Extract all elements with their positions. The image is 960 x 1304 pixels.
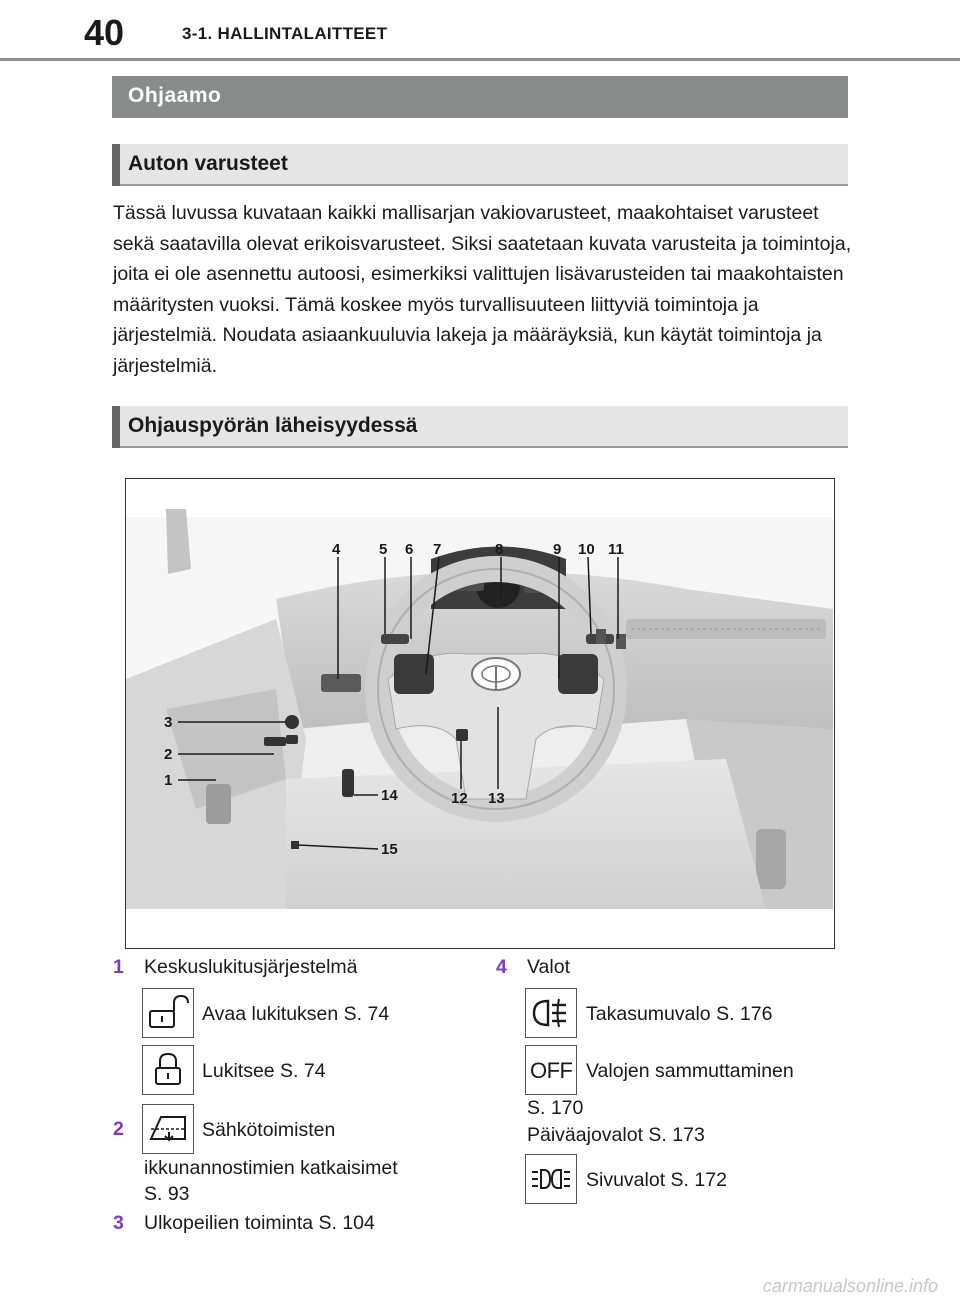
callout-15: 15	[381, 841, 398, 858]
callout-10: 10	[578, 541, 595, 558]
intro-paragraph: Tässä luvussa kuvataan kaikki mallisarjan vakiovarusteet, maakohtaiset varusteet sekä saatavilla olevat erikoisvarusteet. Siksi saatetaan kuvata varusteita ja toimintoja, joita ei ole asennettu autoosi, esimerkiksi valittujen lisävarusteiden tai maakohtaisten määritysten vuoksi. Tämä koskee myös turvallisuuteen liittyviä toimintoja ja järjestelmiä. Noudata asiaankuuluvia lakeja ja määräyksiä, kun käytät toimintoja ja järjestelmiä.	[113, 202, 852, 377]
item-3-label: Ulkopeilien toiminta S. 104	[144, 1212, 375, 1234]
watermark-footer: carmanualsonline.info	[762, 1276, 938, 1296]
callout-9: 9	[553, 541, 562, 558]
item-number-4: 4	[496, 956, 507, 978]
callout-8: 8	[495, 541, 504, 558]
window-switch-icon	[142, 1104, 194, 1154]
item-number-1: 1	[113, 956, 124, 978]
window-switch-label: Sähkötoimisten	[202, 1119, 336, 1141]
callout-7: 7	[433, 541, 442, 558]
item-4-label: Valot	[527, 956, 570, 978]
page-number: 40	[84, 12, 125, 53]
window-switch-page: S. 93	[144, 1183, 190, 1205]
header-rule	[0, 58, 960, 61]
drl-label: Päiväajovalot S. 173	[527, 1124, 705, 1146]
callout-2: 2	[164, 746, 173, 763]
unlock-icon	[142, 988, 194, 1038]
side-lights-icon	[525, 1154, 577, 1204]
callout-12: 12	[451, 790, 468, 807]
callout-13: 13	[488, 790, 505, 807]
callout-3: 3	[164, 714, 173, 731]
item-number-3: 3	[113, 1212, 124, 1234]
rear-fog-icon	[525, 988, 577, 1038]
lock-icon	[142, 1045, 194, 1095]
callout-6: 6	[405, 541, 414, 558]
rear-fog-label: Takasumuvalo S. 176	[586, 1003, 773, 1025]
unlock-label: Avaa lukituksen S. 74	[202, 1003, 390, 1025]
item-number-2: 2	[113, 1118, 124, 1140]
callout-4: 4	[332, 541, 341, 558]
item-1-label: Keskuslukitusjärjestelmä	[144, 956, 358, 978]
off-icon	[525, 1045, 577, 1095]
running-header: 3-1. HALLINTALAITTEET	[182, 24, 388, 43]
lock-label: Lukitsee S. 74	[202, 1060, 326, 1082]
side-lights-label: Sivuvalot S. 172	[586, 1169, 727, 1191]
section-title: Ohjaamo	[112, 76, 848, 118]
callout-5: 5	[379, 541, 388, 558]
subsection-title-equipment: Auton varusteet	[112, 144, 848, 186]
lights-off-label: Valojen sammuttaminen	[586, 1060, 794, 1082]
callout-1: 1	[164, 772, 173, 789]
callout-11: 11	[608, 541, 624, 558]
callout-14: 14	[381, 787, 398, 804]
off-icon-text: OFF	[530, 1058, 573, 1083]
lights-off-page: S. 170	[527, 1097, 584, 1119]
subsection-title-steering: Ohjauspyörän läheisyydessä	[112, 406, 848, 448]
window-switch-continuation: ikkunannostimien katkaisimet	[144, 1157, 398, 1179]
cockpit-figure	[125, 478, 835, 949]
